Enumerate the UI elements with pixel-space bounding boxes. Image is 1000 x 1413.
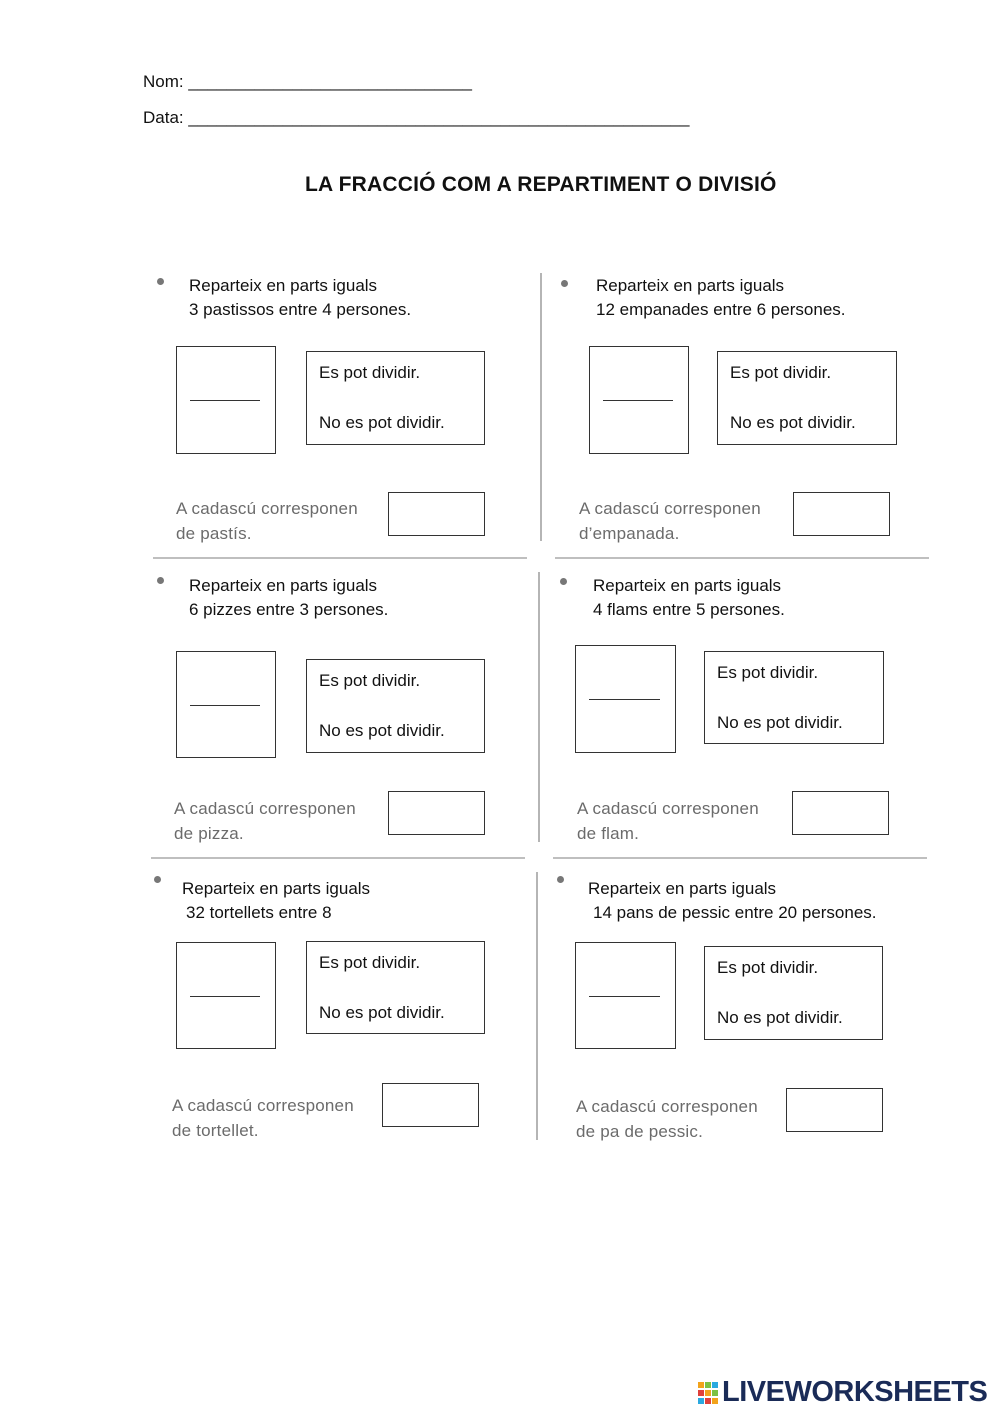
exercise-5-answer-box[interactable] [382,1083,479,1127]
result-line-2: de pizza. [174,824,244,843]
exercise-6-answer-box[interactable] [786,1088,883,1132]
instruction-line-2: 3 pastissos entre 4 persones. [189,300,412,319]
instruction-line-1: Reparteix en parts iguals [593,576,782,595]
date-line [143,108,689,128]
exercise-1-answer-box[interactable] [388,492,485,536]
exercise-3-result [174,796,356,846]
bullet-icon [560,578,567,585]
exercise-2-answer-box[interactable] [793,492,890,536]
exercise-2-fraction-box[interactable] [589,346,689,454]
divider-vertical-2 [538,572,540,842]
divider-vertical-1 [540,273,542,541]
fraction-bar [190,996,260,997]
exercise-1-fraction-box[interactable] [176,346,276,454]
date-label: Data: [143,108,184,127]
page-title: LA FRACCIÓ COM A REPARTIMENT O DIVISIÓ [305,173,777,196]
instruction-line-2: 12 empanades entre 6 persones. [596,300,846,319]
divider-horizontal-1b [555,557,929,559]
bullet-icon [557,876,564,883]
exercise-5-options [306,941,485,1034]
result-line-1: A cadascú corresponen [172,1096,354,1115]
exercise-1-result [176,496,358,546]
option-can-divide[interactable]: Es pot dividir. [717,663,819,682]
exercise-4-answer-box[interactable] [792,791,889,835]
exercise-2-result [579,496,761,546]
divider-horizontal-2b [553,857,927,859]
fraction-bar [589,699,660,700]
result-line-1: A cadascú corresponen [174,799,356,818]
bullet-icon [561,280,568,287]
exercise-3-answer-box[interactable] [388,791,485,835]
exercise-4-instruction [593,574,785,622]
instruction-line-2: 6 pizzes entre 3 persones. [189,600,389,619]
name-blank[interactable]: ______________________________ [188,72,472,91]
instruction-line-2: 32 tortellets entre 8 [186,903,332,922]
option-cannot-divide[interactable]: No es pot dividir. [730,413,856,432]
option-can-divide[interactable]: Es pot dividir. [717,958,819,977]
result-line-2: de pa de pessic. [576,1122,704,1141]
instruction-line-1: Reparteix en parts iguals [596,276,785,295]
exercise-3-options [306,659,485,753]
fraction-bar [190,400,260,401]
option-cannot-divide[interactable]: No es pot dividir. [717,713,843,732]
instruction-line-1: Reparteix en parts iguals [182,879,371,898]
liveworksheets-brand-text: LIVEWORKSHEETS [722,1376,988,1408]
option-cannot-divide[interactable]: No es pot dividir. [319,413,445,432]
exercise-4-options [704,651,884,744]
name-label: Nom: [143,72,184,91]
exercise-2-instruction [596,274,846,322]
instruction-line-1: Reparteix en parts iguals [588,879,777,898]
exercise-3-instruction [189,574,388,622]
option-cannot-divide[interactable]: No es pot dividir. [319,721,445,740]
exercise-6-result [576,1094,758,1144]
option-cannot-divide[interactable]: No es pot dividir. [717,1008,843,1027]
result-line-1: A cadascú corresponen [176,499,358,518]
result-line-1: A cadascú corresponen [577,799,759,818]
result-line-2: d’empanada. [579,524,680,543]
option-can-divide[interactable]: Es pot dividir. [319,363,421,382]
exercise-6-instruction [588,877,877,925]
divider-vertical-3 [536,872,538,1140]
date-blank[interactable]: _____________________________________________________ [188,108,690,127]
exercise-5-result [172,1093,354,1143]
exercise-1-options [306,351,485,445]
exercise-5-instruction [182,877,370,925]
option-can-divide[interactable]: Es pot dividir. [730,363,832,382]
option-cannot-divide[interactable]: No es pot dividir. [319,1003,445,1022]
bullet-icon [157,278,164,285]
fraction-bar [603,400,673,401]
result-line-1: A cadascú corresponen [576,1097,758,1116]
liveworksheets-logo-icon [698,1382,718,1404]
exercise-5-fraction-box[interactable] [176,942,276,1049]
exercise-1-instruction [189,274,411,322]
exercise-2-options [717,351,897,445]
bullet-icon [157,577,164,584]
liveworksheets-logo [698,1376,987,1409]
divider-horizontal-1a [153,557,527,559]
bullet-icon [154,876,161,883]
result-line-2: de flam. [577,824,640,843]
instruction-line-1: Reparteix en parts iguals [189,576,378,595]
result-line-2: de tortellet. [172,1121,259,1140]
instruction-line-2: 14 pans de pessic entre 20 persones. [593,903,877,922]
exercise-6-options [704,946,883,1040]
fraction-bar [589,996,660,997]
result-line-2: de pastís. [176,524,252,543]
instruction-line-1: Reparteix en parts iguals [189,276,378,295]
name-line [143,72,472,92]
exercise-4-result [577,796,759,846]
option-can-divide[interactable]: Es pot dividir. [319,953,421,972]
exercise-3-fraction-box[interactable] [176,651,276,758]
result-line-1: A cadascú corresponen [579,499,761,518]
exercise-6-fraction-box[interactable] [575,942,676,1049]
exercise-4-fraction-box[interactable] [575,645,676,753]
fraction-bar [190,705,260,706]
instruction-line-2: 4 flams entre 5 persones. [593,600,785,619]
option-can-divide[interactable]: Es pot dividir. [319,671,421,690]
divider-horizontal-2a [151,857,525,859]
